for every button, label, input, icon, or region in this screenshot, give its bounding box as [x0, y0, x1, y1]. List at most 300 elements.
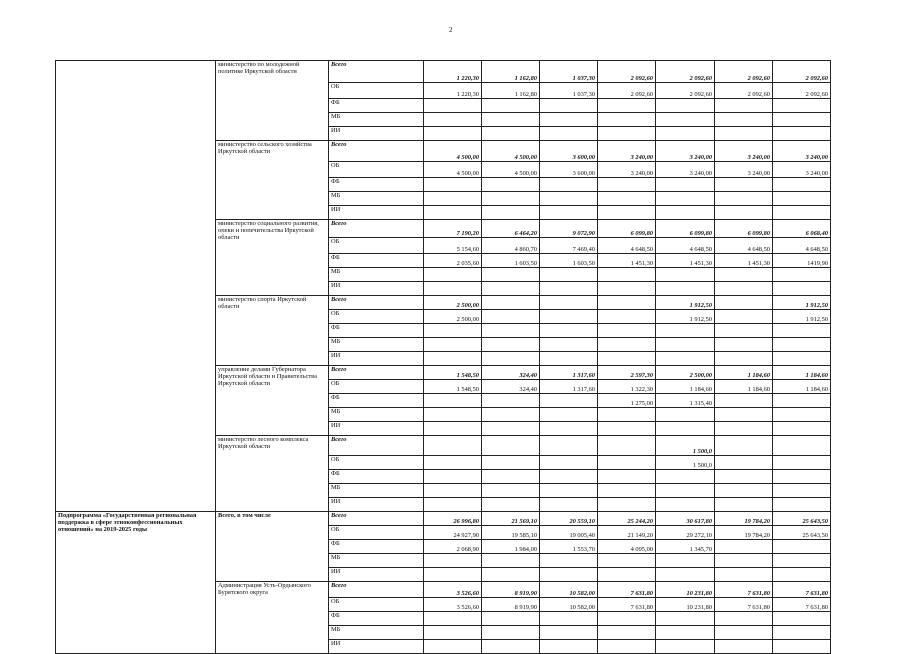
value-cell: [540, 626, 598, 640]
value-cell: [715, 352, 773, 366]
value-cell: [540, 127, 598, 141]
value-cell: 324,40: [482, 380, 540, 394]
value-cell: [424, 640, 482, 654]
value-cell: [773, 470, 831, 484]
value-cell: [540, 338, 598, 352]
value-cell: [424, 484, 482, 498]
value-cell: [540, 640, 598, 654]
table-row: [56, 512, 831, 526]
value-cell: 1 345,70: [656, 540, 715, 554]
value-cell: [482, 113, 540, 127]
value-cell: 1 220,30: [424, 61, 482, 83]
value-cell: [424, 282, 482, 296]
value-cell: [656, 99, 715, 113]
value-cell: 1 500,0: [656, 456, 715, 470]
value-cell: 10 582,00: [540, 582, 598, 598]
value-cell: [656, 554, 715, 568]
value-cell: [773, 178, 831, 192]
value-cell: [540, 282, 598, 296]
value-cell: 2 068,90: [424, 540, 482, 554]
value-cell: [540, 568, 598, 582]
value-cell: 2 035,60: [424, 254, 482, 268]
value-cell: [424, 436, 482, 456]
value-cell: [540, 422, 598, 436]
funding-source-cell: МБ: [329, 626, 424, 640]
funding-source-cell: ИИ: [329, 206, 424, 220]
value-cell: [482, 127, 540, 141]
value-cell: 19 784,20: [715, 526, 773, 540]
value-cell: 1 184,60: [656, 380, 715, 394]
value-cell: [424, 99, 482, 113]
value-cell: [482, 206, 540, 220]
value-cell: [540, 192, 598, 206]
value-cell: [424, 113, 482, 127]
value-cell: 1 184,60: [773, 380, 831, 394]
value-cell: [598, 568, 656, 582]
value-cell: [598, 127, 656, 141]
value-cell: [482, 99, 540, 113]
value-cell: [598, 338, 656, 352]
value-cell: 6 099,80: [656, 220, 715, 238]
funding-source-cell: Всего: [329, 366, 424, 380]
value-cell: [598, 324, 656, 338]
value-cell: 2 092,60: [715, 83, 773, 99]
value-cell: 19 784,20: [715, 512, 773, 526]
value-cell: [773, 338, 831, 352]
value-cell: [482, 324, 540, 338]
value-cell: [656, 268, 715, 282]
value-cell: [540, 484, 598, 498]
table-body: [56, 61, 831, 654]
value-cell: 6 099,80: [598, 220, 656, 238]
value-cell: 1 322,30: [598, 380, 656, 394]
value-cell: 4 500,00: [424, 162, 482, 178]
value-cell: [773, 268, 831, 282]
value-cell: [540, 612, 598, 626]
value-cell: [773, 484, 831, 498]
value-cell: [424, 456, 482, 470]
value-cell: 26 996,80: [424, 512, 482, 526]
value-cell: 2 500,00: [424, 296, 482, 310]
value-cell: 6 099,80: [715, 220, 773, 238]
value-cell: 4 648,50: [598, 238, 656, 254]
value-cell: 1 184,60: [773, 366, 831, 380]
value-cell: [540, 470, 598, 484]
executor-cell: управление делами Губернатора Иркутской области и Правительства Иркутской области: [216, 366, 329, 436]
value-cell: [540, 352, 598, 366]
value-cell: 1 162,80: [482, 61, 540, 83]
value-cell: 1 500,0: [656, 436, 715, 456]
value-cell: [773, 206, 831, 220]
value-cell: [424, 568, 482, 582]
value-cell: 1 037,30: [540, 61, 598, 83]
value-cell: [598, 626, 656, 640]
funding-source-cell: Всего: [329, 61, 424, 83]
value-cell: 1 548,50: [424, 380, 482, 394]
value-cell: 3 240,00: [715, 141, 773, 162]
funding-source-cell: ИИ: [329, 282, 424, 296]
value-cell: [424, 554, 482, 568]
value-cell: 2 092,60: [598, 61, 656, 83]
value-cell: [773, 640, 831, 654]
value-cell: [598, 206, 656, 220]
value-cell: [773, 394, 831, 408]
value-cell: 1419,90: [773, 254, 831, 268]
value-cell: 4 860,70: [482, 238, 540, 254]
value-cell: [482, 456, 540, 470]
value-cell: [482, 338, 540, 352]
value-cell: [482, 626, 540, 640]
value-cell: 19 005,40: [540, 526, 598, 540]
value-cell: [482, 554, 540, 568]
value-cell: [773, 568, 831, 582]
value-cell: 30 617,80: [656, 512, 715, 526]
value-cell: [656, 282, 715, 296]
value-cell: [715, 178, 773, 192]
value-cell: 2 092,60: [773, 83, 831, 99]
value-cell: 1 037,30: [540, 83, 598, 99]
value-cell: 1 553,70: [540, 540, 598, 554]
value-cell: [656, 192, 715, 206]
funding-source-cell: МБ: [329, 192, 424, 206]
value-cell: 1 451,30: [656, 254, 715, 268]
value-cell: [482, 484, 540, 498]
value-cell: [773, 127, 831, 141]
funding-table: [55, 60, 831, 654]
value-cell: 1 548,50: [424, 366, 482, 380]
value-cell: 2 092,60: [656, 61, 715, 83]
value-cell: [598, 192, 656, 206]
value-cell: 7 631,80: [715, 598, 773, 612]
value-cell: [482, 470, 540, 484]
value-cell: [424, 422, 482, 436]
table-row: [56, 61, 831, 83]
value-cell: [656, 498, 715, 512]
value-cell: 24 927,90: [424, 526, 482, 540]
value-cell: 8 919,90: [482, 598, 540, 612]
value-cell: 19 585,10: [482, 526, 540, 540]
value-cell: 1 912,50: [773, 296, 831, 310]
value-cell: [598, 282, 656, 296]
value-cell: [715, 113, 773, 127]
value-cell: [656, 612, 715, 626]
value-cell: [773, 282, 831, 296]
value-cell: 2 092,60: [656, 83, 715, 99]
funding-source-cell: Всего: [329, 296, 424, 310]
value-cell: [715, 310, 773, 324]
funding-source-cell: ИИ: [329, 422, 424, 436]
value-cell: 3 240,00: [773, 162, 831, 178]
funding-source-cell: ОБ: [329, 380, 424, 394]
value-cell: 7 631,80: [773, 582, 831, 598]
value-cell: [656, 206, 715, 220]
value-cell: [773, 422, 831, 436]
value-cell: 7 190,20: [424, 220, 482, 238]
value-cell: [598, 498, 656, 512]
value-cell: 2 500,00: [424, 310, 482, 324]
value-cell: [715, 540, 773, 554]
value-cell: [540, 206, 598, 220]
funding-source-cell: Всего: [329, 436, 424, 456]
value-cell: 324,40: [482, 366, 540, 380]
value-cell: 7 631,80: [773, 598, 831, 612]
value-cell: [540, 310, 598, 324]
value-cell: [540, 324, 598, 338]
funding-source-cell: МБ: [329, 484, 424, 498]
value-cell: 8 919,90: [482, 582, 540, 598]
value-cell: [598, 470, 656, 484]
value-cell: [482, 178, 540, 192]
value-cell: [598, 436, 656, 456]
value-cell: [773, 456, 831, 470]
value-cell: 6 464,20: [482, 220, 540, 238]
value-cell: [715, 422, 773, 436]
funding-source-cell: ОБ: [329, 162, 424, 178]
value-cell: 7 631,80: [598, 582, 656, 598]
program-name-cell: Подпрограмма «Государственная региональная поддержка в сфере этноконфессиональных отношений» на 2019-2025 годы: [56, 512, 216, 654]
executor-cell: министерство социального развития, опеки и попечительства Иркутской области: [216, 220, 329, 296]
value-cell: [773, 192, 831, 206]
value-cell: [715, 338, 773, 352]
value-cell: [715, 554, 773, 568]
value-cell: 4 095,00: [598, 540, 656, 554]
value-cell: [773, 352, 831, 366]
value-cell: [540, 554, 598, 568]
value-cell: [424, 268, 482, 282]
value-cell: 1 451,30: [715, 254, 773, 268]
value-cell: [482, 408, 540, 422]
value-cell: [715, 268, 773, 282]
value-cell: [540, 296, 598, 310]
value-cell: 5 154,60: [424, 238, 482, 254]
value-cell: [656, 178, 715, 192]
value-cell: 2 092,60: [773, 61, 831, 83]
value-cell: 7 469,40: [540, 238, 598, 254]
value-cell: [482, 422, 540, 436]
value-cell: [715, 436, 773, 456]
value-cell: [482, 498, 540, 512]
funding-source-cell: МБ: [329, 554, 424, 568]
value-cell: 3 240,00: [656, 141, 715, 162]
executor-cell: министерство сельского хозяйства Иркутской области: [216, 141, 329, 220]
value-cell: 3 240,00: [598, 162, 656, 178]
value-cell: 1 603,50: [540, 254, 598, 268]
funding-source-cell: ОБ: [329, 456, 424, 470]
value-cell: [598, 456, 656, 470]
value-cell: [715, 456, 773, 470]
value-cell: [424, 612, 482, 626]
value-cell: [482, 640, 540, 654]
value-cell: 25 643,50: [773, 512, 831, 526]
funding-source-cell: ИИ: [329, 568, 424, 582]
value-cell: [598, 484, 656, 498]
funding-source-cell: ИИ: [329, 640, 424, 654]
value-cell: [424, 408, 482, 422]
funding-source-cell: ФБ: [329, 612, 424, 626]
value-cell: [424, 178, 482, 192]
value-cell: 20 559,10: [540, 512, 598, 526]
value-cell: [656, 113, 715, 127]
value-cell: [598, 640, 656, 654]
value-cell: [715, 470, 773, 484]
value-cell: [773, 612, 831, 626]
value-cell: [715, 408, 773, 422]
value-cell: [482, 352, 540, 366]
value-cell: [482, 192, 540, 206]
value-cell: [598, 310, 656, 324]
funding-source-cell: Всего: [329, 141, 424, 162]
value-cell: [715, 192, 773, 206]
value-cell: [715, 640, 773, 654]
value-cell: [715, 296, 773, 310]
value-cell: [482, 268, 540, 282]
value-cell: [424, 127, 482, 141]
value-cell: [598, 99, 656, 113]
value-cell: 4 648,50: [715, 238, 773, 254]
value-cell: 1 912,50: [773, 310, 831, 324]
funding-source-cell: ОБ: [329, 238, 424, 254]
value-cell: 1 912,50: [656, 296, 715, 310]
value-cell: [715, 484, 773, 498]
executor-cell: министерство спорта Иркутской области: [216, 296, 329, 366]
funding-source-cell: Всего: [329, 512, 424, 526]
funding-source-cell: МБ: [329, 113, 424, 127]
value-cell: [598, 178, 656, 192]
value-cell: 10 231,80: [656, 598, 715, 612]
value-cell: 3 240,00: [598, 141, 656, 162]
value-cell: 21 149,20: [598, 526, 656, 540]
value-cell: 4 648,50: [773, 238, 831, 254]
value-cell: [773, 408, 831, 422]
value-cell: 1 317,60: [540, 366, 598, 380]
value-cell: [656, 626, 715, 640]
value-cell: 2 597,30: [598, 366, 656, 380]
value-cell: [715, 282, 773, 296]
executor-cell: министерство лесного комплекса Иркутской области: [216, 436, 329, 512]
value-cell: [482, 296, 540, 310]
value-cell: [482, 612, 540, 626]
funding-source-cell: ИИ: [329, 498, 424, 512]
value-cell: 4 500,00: [482, 141, 540, 162]
value-cell: [540, 408, 598, 422]
value-cell: [424, 470, 482, 484]
funding-source-cell: ОБ: [329, 526, 424, 540]
value-cell: [656, 408, 715, 422]
value-cell: [482, 310, 540, 324]
value-cell: [773, 626, 831, 640]
value-cell: 3 240,00: [715, 162, 773, 178]
value-cell: 3 240,00: [656, 162, 715, 178]
funding-source-cell: МБ: [329, 408, 424, 422]
value-cell: 1 317,60: [540, 380, 598, 394]
value-cell: [598, 408, 656, 422]
value-cell: [715, 626, 773, 640]
value-cell: 9 072,90: [540, 220, 598, 238]
value-cell: [715, 324, 773, 338]
value-cell: 10 582,00: [540, 598, 598, 612]
value-cell: [773, 113, 831, 127]
value-cell: [656, 324, 715, 338]
value-cell: [540, 99, 598, 113]
executor-cell: Администрация Усть-Ордынского Бурятского округа: [216, 582, 329, 654]
value-cell: [656, 470, 715, 484]
value-cell: 2 092,60: [598, 83, 656, 99]
funding-source-cell: ФБ: [329, 254, 424, 268]
value-cell: [715, 206, 773, 220]
funding-source-cell: Всего: [329, 220, 424, 238]
value-cell: [656, 338, 715, 352]
value-cell: [598, 612, 656, 626]
value-cell: 29 272,10: [656, 526, 715, 540]
value-cell: [773, 99, 831, 113]
value-cell: [773, 324, 831, 338]
value-cell: [715, 99, 773, 113]
value-cell: [482, 436, 540, 456]
value-cell: [540, 436, 598, 456]
value-cell: 3 600,00: [540, 141, 598, 162]
value-cell: 1 315,40: [656, 394, 715, 408]
value-cell: 1 220,30: [424, 83, 482, 99]
value-cell: 4 500,00: [482, 162, 540, 178]
value-cell: [598, 422, 656, 436]
value-cell: [773, 540, 831, 554]
value-cell: [656, 484, 715, 498]
program-cell-empty: [56, 61, 216, 512]
value-cell: 1 912,50: [656, 310, 715, 324]
funding-source-cell: ОБ: [329, 598, 424, 612]
value-cell: [482, 568, 540, 582]
value-cell: 4 648,50: [656, 238, 715, 254]
value-cell: 1 603,50: [482, 254, 540, 268]
value-cell: [424, 498, 482, 512]
value-cell: [424, 352, 482, 366]
value-cell: 21 569,10: [482, 512, 540, 526]
value-cell: [482, 394, 540, 408]
funding-source-cell: ФБ: [329, 99, 424, 113]
value-cell: 3 240,00: [773, 141, 831, 162]
value-cell: [424, 338, 482, 352]
funding-source-cell: ОБ: [329, 83, 424, 99]
value-cell: [715, 394, 773, 408]
value-cell: 3 600,00: [540, 162, 598, 178]
value-cell: [773, 436, 831, 456]
value-cell: 25 643,50: [773, 526, 831, 540]
value-cell: [540, 178, 598, 192]
value-cell: [598, 268, 656, 282]
value-cell: 7 631,80: [715, 582, 773, 598]
value-cell: [540, 456, 598, 470]
funding-source-cell: ОБ: [329, 310, 424, 324]
value-cell: [656, 640, 715, 654]
value-cell: [540, 498, 598, 512]
value-cell: [540, 268, 598, 282]
value-cell: [598, 296, 656, 310]
value-cell: [715, 612, 773, 626]
value-cell: [482, 282, 540, 296]
funding-source-cell: ФБ: [329, 394, 424, 408]
value-cell: [424, 192, 482, 206]
funding-source-cell: ИИ: [329, 352, 424, 366]
value-cell: 2 500,00: [656, 366, 715, 380]
value-cell: 3 526,60: [424, 582, 482, 598]
executor-cell: Всего, в том числе: [216, 512, 329, 582]
value-cell: [598, 352, 656, 366]
value-cell: [773, 554, 831, 568]
value-cell: [424, 626, 482, 640]
value-cell: 3 526,60: [424, 598, 482, 612]
funding-source-cell: ФБ: [329, 324, 424, 338]
value-cell: [715, 498, 773, 512]
